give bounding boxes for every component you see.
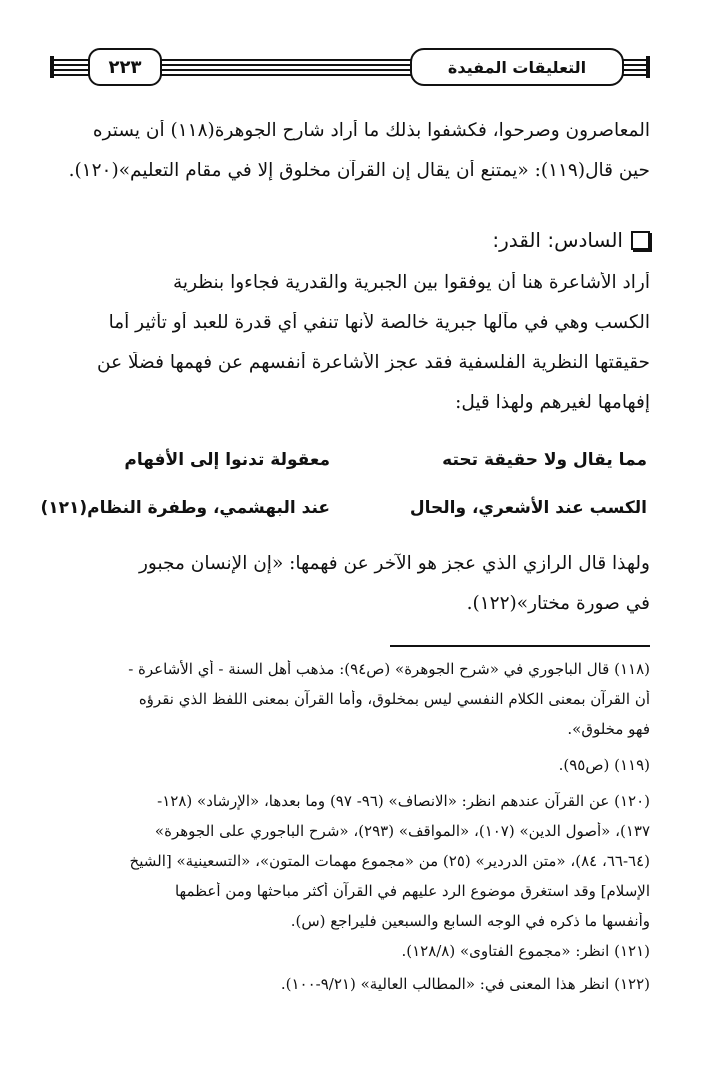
- footnote-line: الإسلام] وقد استغرق موضوع الرد عليهم في القرآن أكثر مباحثها ومن أعظمها: [174, 882, 650, 900]
- footnote-line: (١٢٠) عن القرآن عندهم انظر: «الانصاف» (٩٦- ٩٧) وما بعدها، «الإرشاد» (١٢٨-: [157, 792, 650, 810]
- footnote-divider: [390, 645, 650, 647]
- header-end-cap: [50, 56, 54, 78]
- section-heading: [492, 225, 650, 255]
- verse-hemistich: عند البهشمي، وطفرة النظام(١٢١): [40, 498, 330, 518]
- header-end-cap: [646, 56, 650, 78]
- body-line: في صورة مختار»(١٢٢).: [466, 593, 650, 614]
- page-number: ٢٢٣: [88, 48, 162, 86]
- body-line: حين قال(١١٩): «يمتنع أن يقال إن القرآن مخلوق إلا في مقام التعليم»(١٢٠).: [68, 160, 650, 181]
- footnote-line: (٦٤-٦٦، ٨٤)، «متن الدردير» (٢٥) من «مجموع مهمات المتون»، «التسعينية» [الشيخ: [129, 852, 650, 870]
- verse-hemistich: معقولة تدنوا إلى الأفهام: [124, 450, 330, 470]
- page-header: [50, 46, 650, 86]
- footnote-line: (١١٩) (ص٩٥).: [558, 756, 650, 774]
- footnote-line: ١٣٧)، «أصول الدين» (١٠٧)، «المواقف» (٢٩٣)، «شرح الباجوري على الجوهرة»: [154, 822, 650, 840]
- running-title: التعليقات المفيدة: [410, 48, 624, 86]
- footnote-line: (١١٨) قال الباجوري في «شرح الجوهرة» (ص٩٤): مذهب أهل السنة - أي الأشاعرة -: [128, 660, 650, 678]
- verse-hemistich: مما يقال ولا حقيقة تحته: [442, 450, 647, 470]
- footnote-line: وأنفسها ما ذكره في الوجه السابع والسبعين فليراجع (س).: [290, 912, 650, 930]
- paragraph-line: الكسب وهي في مآلها جبرية خالصة لأنها تنفي أي قدرة للعبد أو تأثير أما: [108, 312, 650, 333]
- square-bullet-icon: [631, 231, 650, 250]
- paragraph-line: أراد الأشاعرة هنا أن يوفقوا بين الجبرية والقدرية فجاءوا بنظرية: [173, 272, 650, 293]
- body-line: ولهذا قال الرازي الذي عجز هو الآخر عن فهمها: «إن الإنسان مجبور: [138, 553, 650, 574]
- footnote-line: أن القرآن بمعنى الكلام النفسي ليس بمخلوق، وأما القرآن بمعنى اللفظ الذي نقرؤه: [138, 690, 650, 708]
- paragraph-line: حقيقتها النظرية الفلسفية فقد عجز الأشاعرة أنفسهم عن فهمها فضلًا عن: [97, 352, 650, 373]
- footnote-line: (١٢١) انظر: «مجموع الفتاوى» (١٢٨/٨).: [401, 942, 650, 960]
- section-title: السادس: القدر:: [492, 228, 623, 252]
- verse-hemistich: الكسب عند الأشعري، والحال: [409, 498, 647, 518]
- body-line: المعاصرون وصرحوا، فكشفوا بذلك ما أراد شارح الجوهرة(١١٨) أن يستره: [92, 120, 650, 141]
- footnote-line: فهو مخلوق».: [567, 720, 650, 738]
- footnote-line: (١٢٢) انظر هذا المعنى في: «المطالب العالية» (٩/٢١-١٠٠).: [280, 975, 650, 993]
- paragraph-line: إفهامها لغيرهم ولهذا قيل:: [455, 392, 650, 413]
